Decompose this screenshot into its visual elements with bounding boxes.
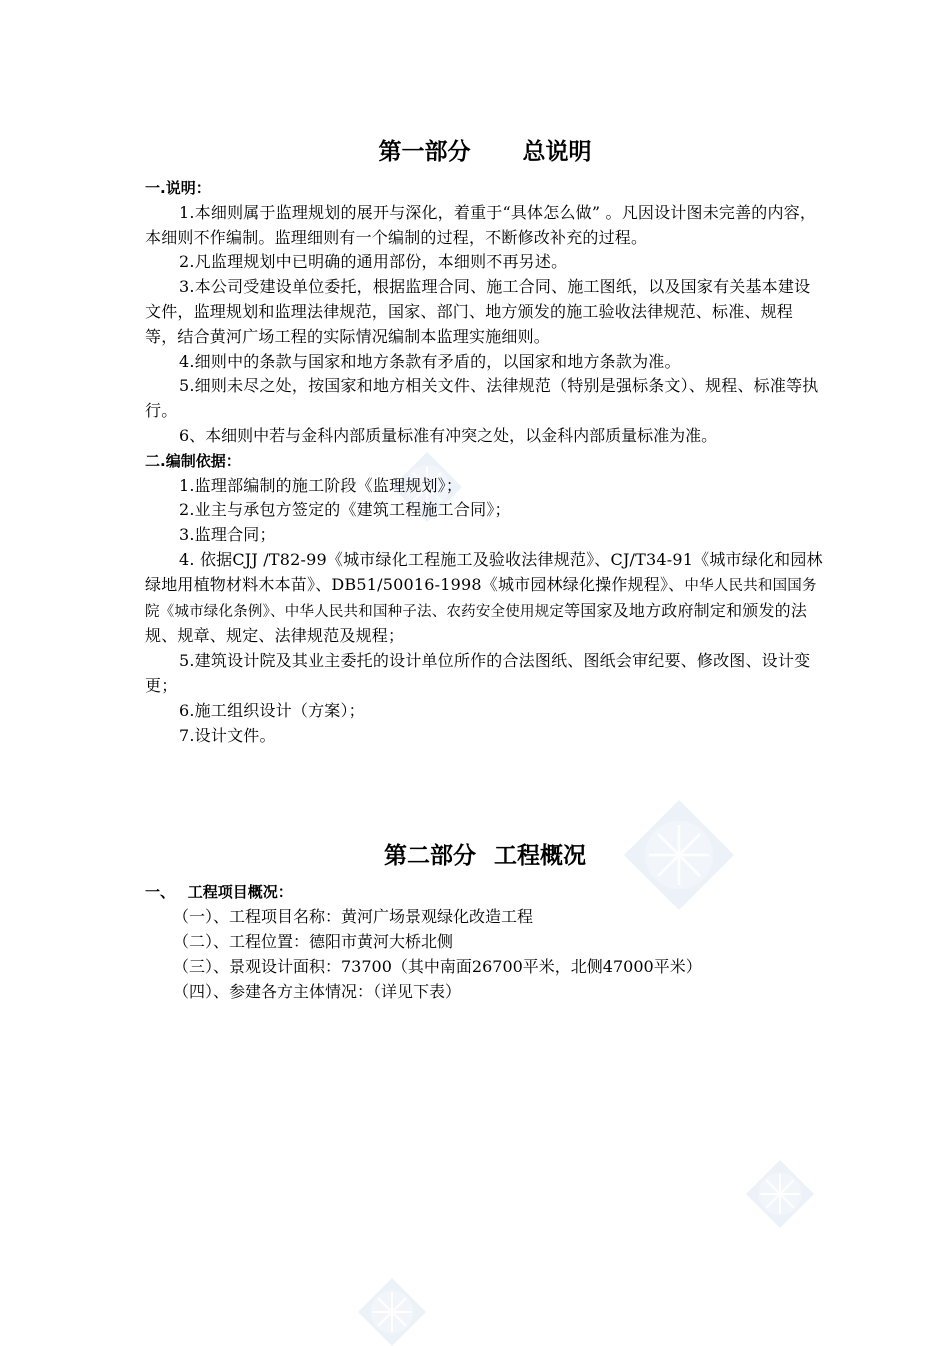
basis-item-5: 5.建筑设计院及其业主委托的设计单位所作的合法图纸、图纸会审纪要、修改图、设计变更；	[145, 651, 811, 695]
part2-title-label: 第二部分	[384, 843, 476, 870]
explanation-item-6: 6、本细则中若与金科内部质量标准有冲突之处，以金科内部质量标准为准。	[179, 425, 718, 445]
section-heading-project-overview: 一、 工程项目概况：	[145, 883, 293, 902]
part2-title	[145, 836, 825, 876]
basis-item-4-main: 4. 依据CJJ /T82-99《城市绿化工程施工及验收法律规范》、CJ/T34-91《城市绿化和园林绿地用植物材料木本苗》、DB51/50016-1998《城市园林绿化操作规程》、	[145, 549, 823, 594]
overview-item-name: （一）、工程项目名称：黄河广场景观绿化改造工程	[173, 907, 534, 927]
explanation-item-5: 5.细则未尽之处，按国家和地方相关文件、法律规范（特别是强标条文）、规程、标准等执行。	[145, 376, 819, 421]
part1-title-text: 总说明	[522, 139, 592, 165]
snowflake-watermark-icon	[746, 1160, 814, 1228]
explanation-item-3: 3.本公司受建设单位委托，根据监理合同、施工合同、施工图纸，以及国家有关基本建设文件，监理规划和监理法律规范，国家、部门、地方颁发的施工验收法律规范、标准、规程等，结合黄河广场工程的实际情况编制本监理实施细则。	[145, 277, 811, 346]
basis-item-3: 3.监理合同；	[179, 525, 276, 545]
explanation-item-2: 2.凡监理规划中已明确的通用部份，本细则不再另述。	[179, 252, 568, 272]
basis-item-6: 6.施工组织设计（方案）；	[179, 700, 365, 720]
part1-title	[145, 132, 825, 172]
overview-item-area: （三）、景观设计面积：73700（其中南面26700平米，北侧47000平米）	[173, 956, 702, 976]
explanation-item-1: 1.本细则属于监理规划的展开与深化，着重于“具体怎么做” 。凡因设计图未完善的内容，本细则不作编制。监理细则有一个编制的过程，不断修改补充的过程。	[145, 202, 817, 247]
section-heading-basis: 二.编制依据：	[145, 451, 241, 470]
snowflake-watermark-icon	[358, 1278, 426, 1346]
part2-title-text: 工程概况	[494, 843, 586, 870]
part1-title-label: 第一部分	[378, 139, 471, 165]
basis-item-4-small: 中华人民共和国国务院《城市绿化条例》、中华人民共和国种子法、农药安全使用规定	[145, 577, 817, 620]
basis-item-4-tail: 等国家及地方政府制定和颁发的法规、规章、规定、法律规范及规程；	[145, 600, 808, 646]
section-heading-explanation: 一.说明：	[145, 179, 211, 197]
overview-item-location: （二）、工程位置：德阳市黄河大桥北侧	[173, 931, 454, 951]
explanation-item-4: 4.细则中的条款与国家和地方条款有矛盾的，以国家和地方条款为准。	[179, 351, 681, 371]
basis-item-7: 7.设计文件。	[179, 725, 276, 745]
basis-item-2: 2.业主与承包方签定的《建筑工程施工合同》；	[179, 500, 511, 520]
document-body	[145, 132, 825, 1004]
basis-item-1: 1.监理部编制的施工阶段《监理规划》；	[179, 475, 463, 495]
overview-item-parties: （四）、参建各方主体情况：（详见下表）	[173, 981, 462, 1001]
basis-item-4	[145, 548, 825, 649]
